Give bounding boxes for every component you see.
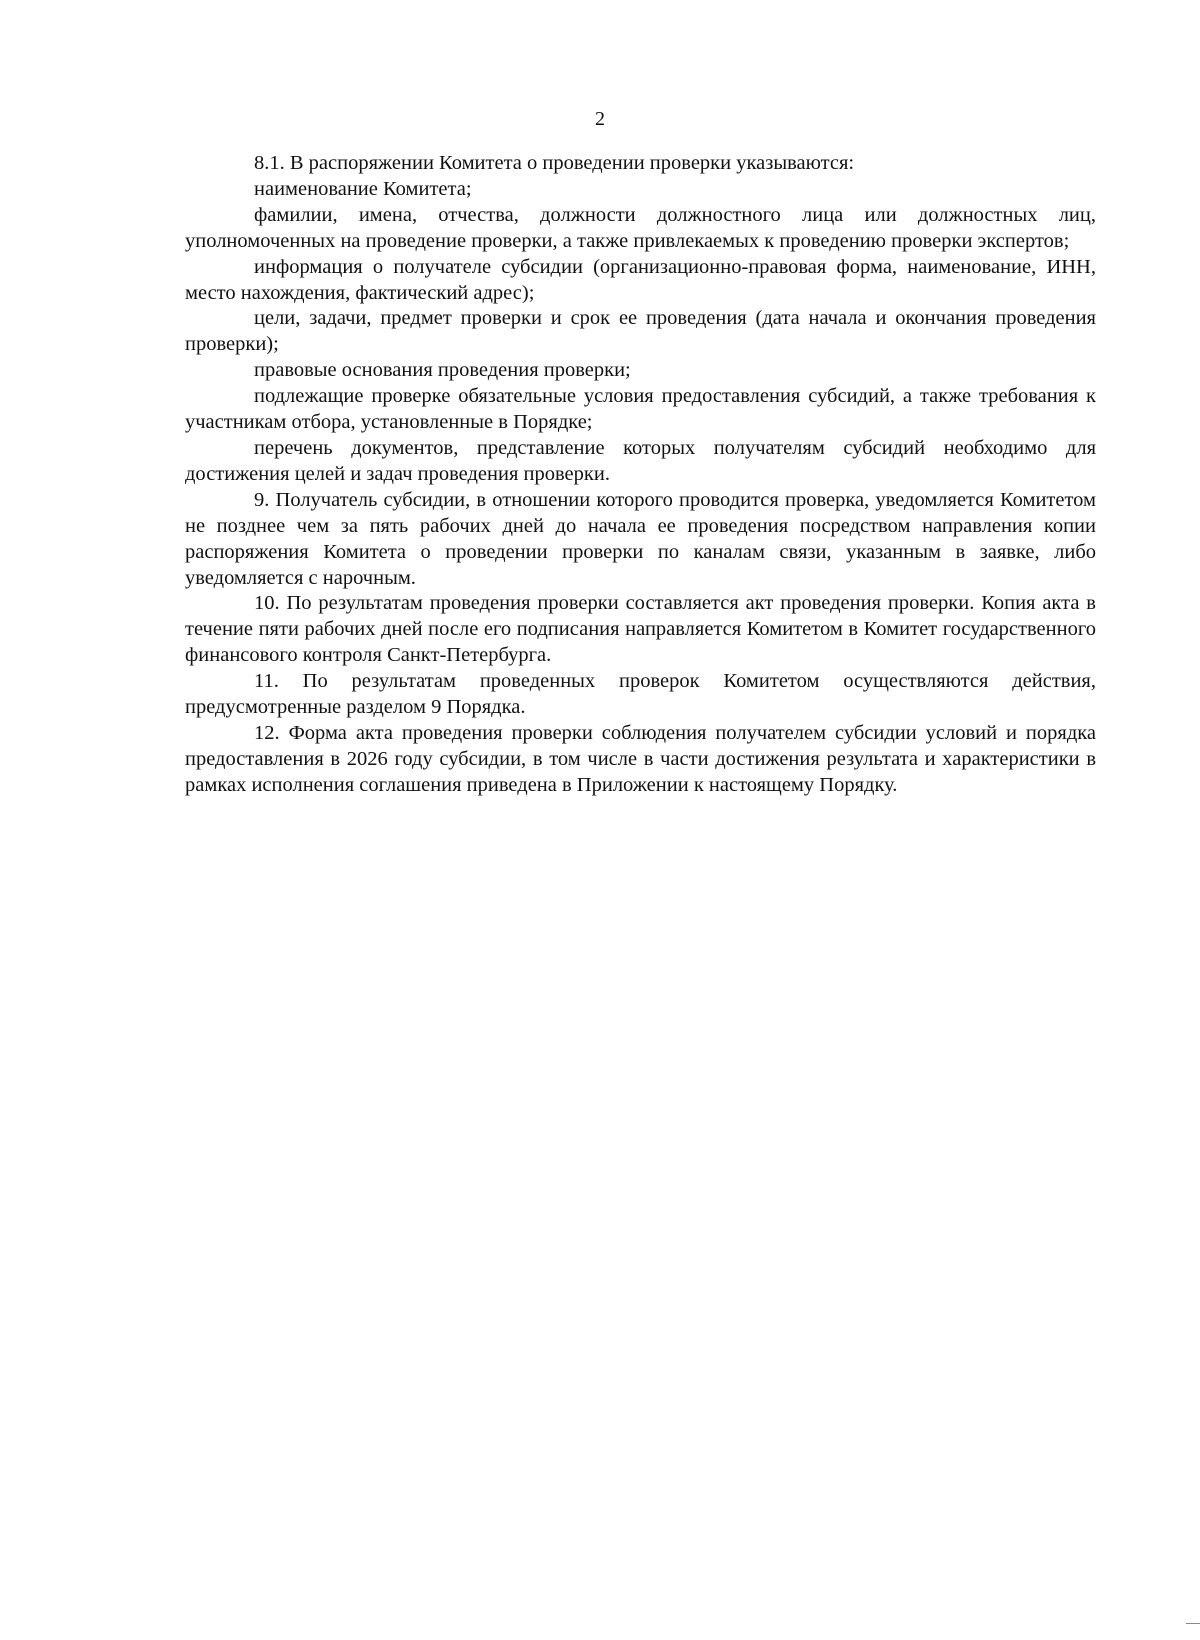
document-body xyxy=(185,151,1096,799)
scan-edge-mark xyxy=(1186,1623,1200,1624)
paragraph-10: 10. По результатам проведения проверки составляется акт проведения проверки. Копия акта в течение пяти рабочих дней после его подписания направляется Комитетом в Комитет государственного финансового контроля Санкт-Петербурга. xyxy=(185,592,1096,667)
list-item-goals-terms: цели, задачи, предмет проверки и срок ее проведения (дата начала и окончания проведения проверки); xyxy=(185,307,1096,356)
paragraph-8-1: 8.1. В распоряжении Комитета о проведении проверки указываются: xyxy=(254,152,855,174)
list-item-committee-name: наименование Комитета; xyxy=(254,177,472,200)
list-item-documents: перечень документов, представление которых получателям субсидий необходимо для достижения целей и задач проведения проверки. xyxy=(185,436,1096,485)
list-item-recipient-info: информация о получателе субсидии (организационно-правовая форма, наименование, ИНН, место нахождения, фактический адрес); xyxy=(185,255,1096,304)
list-item-officials: фамилии, имена, отчества, должности должностного лица или должностных лиц, уполномоченных на проведение проверки, а также привлекаемых к проведению проверки экспертов; xyxy=(185,203,1096,252)
paragraph-9: 9. Получатель субсидии, в отношении которого проводится проверка, уведомляется Комитетом не позднее чем за пять рабочих дней до начала ее проведения посредством направления копии распоряжения Комитета о проведении проверки по каналам связи, указанным в заявке, либо уведомляется с нарочным. xyxy=(185,488,1096,589)
list-item-conditions: подлежащие проверке обязательные условия предоставления субсидий, а также требования к участникам отбора, установленные в Порядке; xyxy=(185,385,1096,434)
paragraph-11: 11. По результатам проведенных проверок Комитетом осуществляются действия, предусмотренные разделом 9 Порядка. xyxy=(185,670,1096,719)
paragraph-12: 12. Форма акта проведения проверки соблюдения получателем субсидии условий и порядка предоставления в 2026 году субсидии, в том числе в части достижения результата и характеристики в рамках исполнения соглашения приведена в Приложении к настоящему Порядку. xyxy=(185,721,1096,796)
list-item-legal-grounds: правовые основания проведения проверки; xyxy=(254,359,631,382)
page-number: 2 xyxy=(595,108,605,130)
